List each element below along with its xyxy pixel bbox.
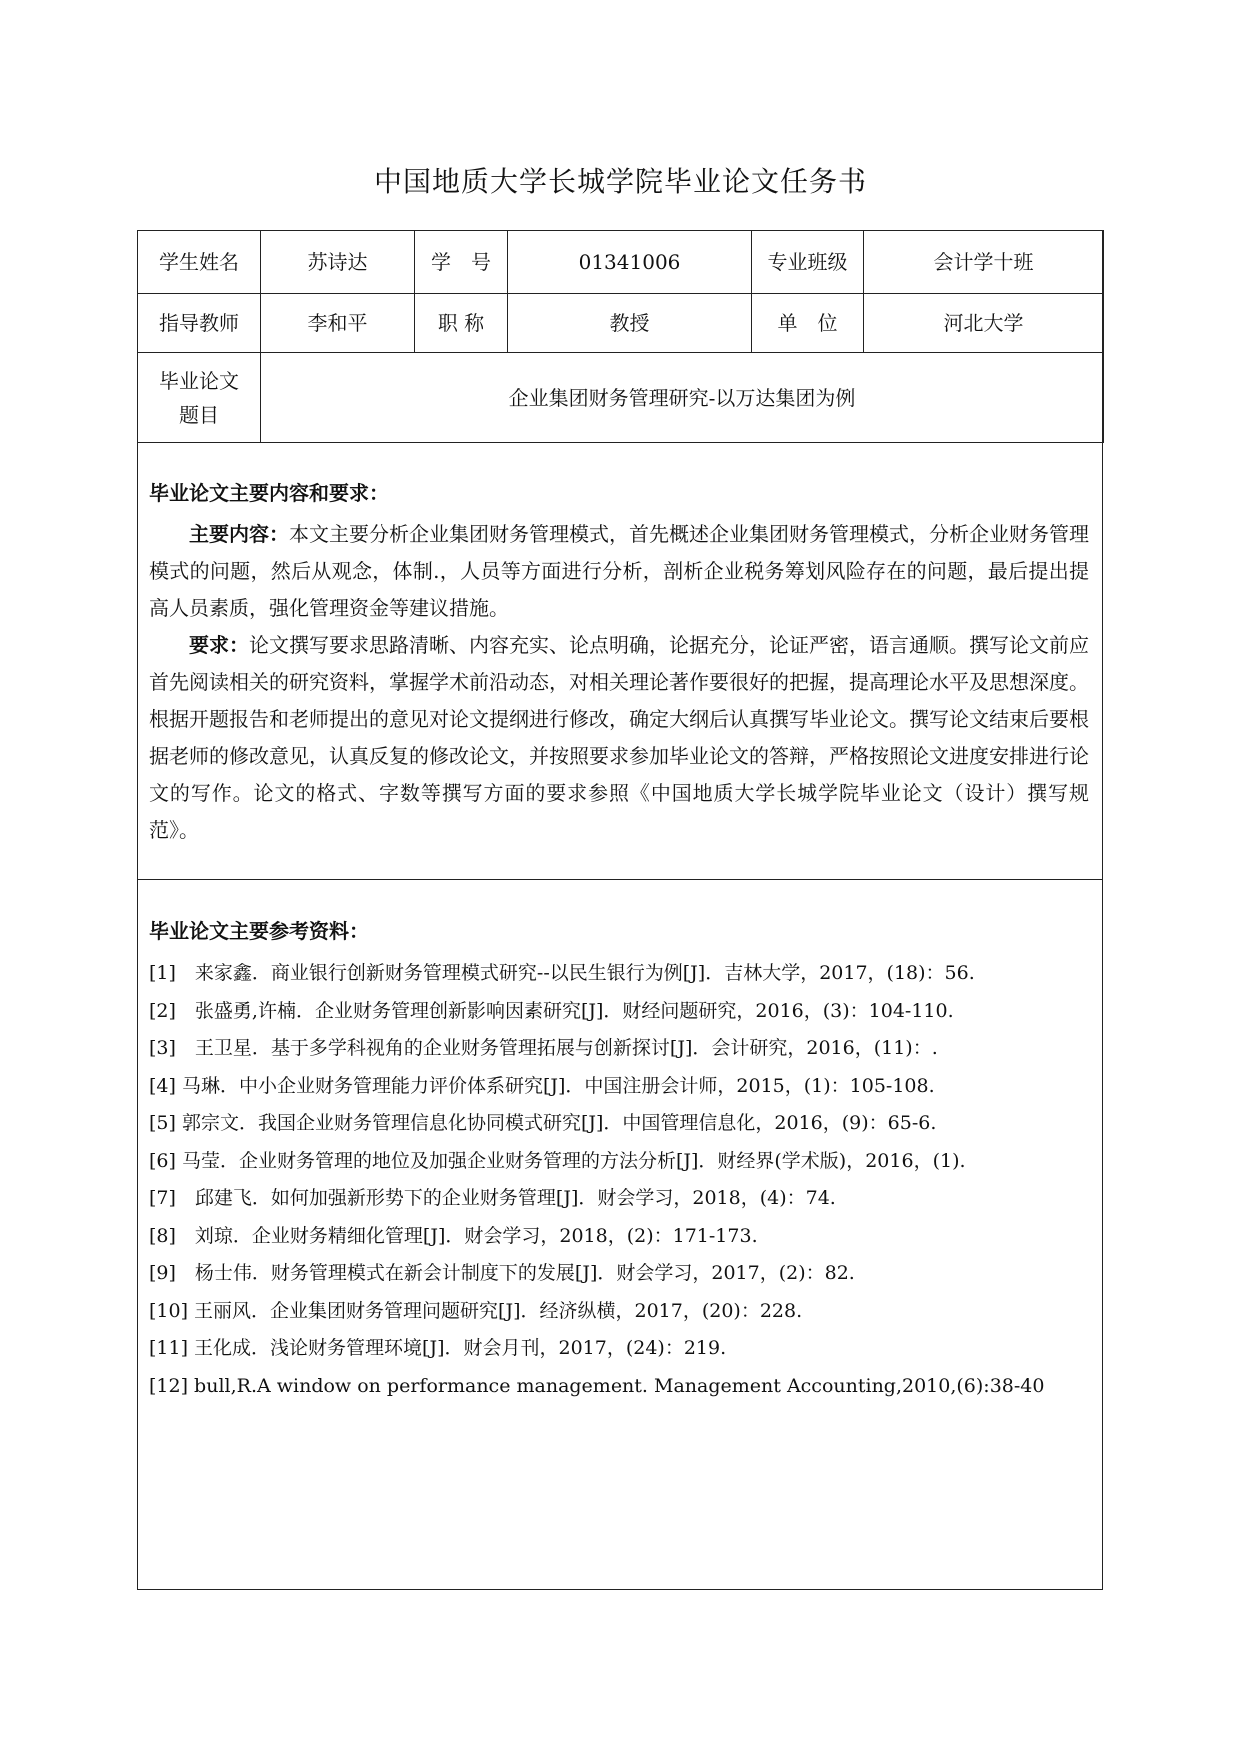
major-class-label: 专业班级 bbox=[752, 231, 864, 294]
reference-item: [6] 马莹．企业财务管理的地位及加强企业财务管理的方法分析[J]．财经界(学术版)，2016，(1). bbox=[149, 1149, 966, 1172]
student-name-label: 学生姓名 bbox=[138, 231, 261, 294]
info-row-student bbox=[138, 231, 1104, 294]
main-content-label: 主要内容： bbox=[189, 522, 289, 546]
unit-value: 河北大学 bbox=[864, 294, 1104, 353]
requirements-text: 论文撰写要求思路清晰、内容充实、论点明确，论据充分，论证严密，语言通顺。撰写论文前应首先阅读相关的研究资料，掌握学术前沿动态，对相关理论著作要很好的把握，提高理论水平及思想深度。根据开题报告和老师提出的意见对论文提纲进行修改，确定大纲后认真撰写毕业论文。撰写论文结束后要根据老师的修改意见，认真反复的修改论文，并按照要求参加毕业论文的答辩，严格按照论文进度安排进行论文的写作。论文的格式、字数等撰写方面的要求参照《中国地质大学长城学院毕业论文（设计）撰写规范》。 bbox=[149, 633, 1089, 842]
title-rank-label: 职 称 bbox=[415, 294, 508, 353]
reference-item: [2] 张盛勇,许楠．企业财务管理创新影响因素研究[J]．财经问题研究，2016，(3)：104-110. bbox=[149, 999, 954, 1022]
thesis-topic-label bbox=[138, 353, 261, 443]
requirements-paragraph bbox=[149, 627, 1089, 849]
student-id-value: 01341006 bbox=[508, 231, 752, 294]
reference-item: [4] 马琳．中小企业财务管理能力评价体系研究[J]．中国注册会计师，2015，(1)：105-108. bbox=[149, 1074, 935, 1097]
unit-label: 单 位 bbox=[752, 294, 864, 353]
references-heading: 毕业论文主要参考资料： bbox=[149, 919, 369, 943]
major-class-value: 会计学十班 bbox=[864, 231, 1104, 294]
advisor-label: 指导教师 bbox=[138, 294, 261, 353]
advisor-value: 李和平 bbox=[261, 294, 415, 353]
reference-item: [1] 来家鑫．商业银行创新财务管理模式研究--以民生银行为例[J]．吉林大学，2017，(18)：56. bbox=[149, 962, 975, 984]
reference-item: [8] 刘琼．企业财务精细化管理[J]．财会学习，2018，(2)：171-173. bbox=[149, 1224, 758, 1247]
thesis-topic-label-line1: 毕业论文 bbox=[159, 368, 239, 393]
reference-item: [11] 王化成．浅论财务管理环境[J]．财会月刊，2017，(24)：219. bbox=[149, 1337, 727, 1359]
reference-item: [5] 郭宗文．我国企业财务管理信息化协同模式研究[J]．中国管理信息化，2016，(9)：65-6. bbox=[149, 1112, 937, 1134]
main-content-paragraph bbox=[149, 516, 1089, 627]
document-title: 中国地质大学长城学院毕业论文任务书 bbox=[373, 165, 867, 198]
main-content-text: 本文主要分析企业集团财务管理模式，首先概述企业集团财务管理模式，分析企业财务管理模式的问题，然后从观念，体制.，人员等方面进行分析，剖析企业税务筹划风险存在的问题，最后提出提高人员素质，强化管理资金等建议措施。 bbox=[149, 522, 1089, 620]
references-section bbox=[137, 880, 1103, 1590]
student-id-label: 学 号 bbox=[415, 231, 508, 294]
reference-item: [3] 王卫星．基于多学科视角的企业财务管理拓展与创新探讨[J]．会计研究，2016，(11)：. bbox=[149, 1037, 938, 1059]
info-row-topic bbox=[138, 353, 1104, 443]
references-list bbox=[149, 955, 1089, 1405]
info-row-advisor bbox=[138, 294, 1104, 353]
reference-item: [7] 邱建飞．如何加强新形势下的企业财务管理[J]．财会学习，2018，(4)：74. bbox=[149, 1187, 836, 1209]
title-rank-value: 教授 bbox=[508, 294, 752, 353]
reference-item: [9] 杨士伟．财务管理模式在新会计制度下的发展[J]．财会学习，2017，(2)：82. bbox=[149, 1262, 855, 1284]
reference-item: [10] 王丽风．企业集团财务管理问题研究[J]．经济纵横，2017，(20)：228. bbox=[149, 1299, 803, 1322]
content-section bbox=[137, 441, 1103, 880]
student-info-table bbox=[137, 230, 1104, 443]
thesis-topic-label-line2: 题目 bbox=[179, 402, 219, 427]
reference-item: [12] bull,R.A window on performance management. Management Accounting,2010,(6):38-40 bbox=[149, 1374, 1045, 1397]
requirements-label: 要求： bbox=[189, 633, 249, 657]
thesis-topic-value: 企业集团财务管理研究-以万达集团为例 bbox=[261, 353, 1104, 443]
student-name-value: 苏诗达 bbox=[261, 231, 415, 294]
content-section-heading: 毕业论文主要内容和要求： bbox=[149, 481, 389, 505]
